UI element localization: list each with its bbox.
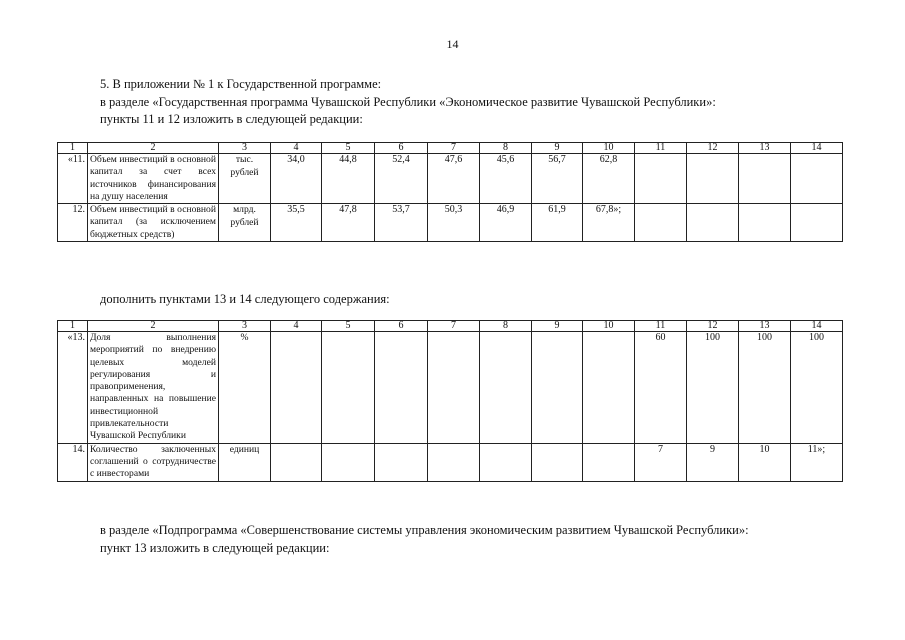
value-cell (687, 204, 739, 242)
value-cell (687, 154, 739, 204)
value-cell: 56,7 (532, 154, 583, 204)
indicator-name: Доля выполнения мероприятий по внедрению целевых моделей регулирования и правоприменения, направленных на повышение инвестиционной привлекательности Чувашской Республики (88, 332, 219, 444)
value-cell (635, 154, 687, 204)
indicator-name: Объем инвестиций в основной капитал (за исключением бюджетных средств) (88, 204, 219, 242)
unit-cell: % (219, 332, 271, 444)
column-header: 6 (375, 143, 428, 154)
table-header-row (58, 321, 843, 332)
column-header: 1 (58, 321, 88, 332)
value-cell: 52,4 (375, 154, 428, 204)
column-header: 14 (791, 143, 843, 154)
intro-line-2: в разделе «Государственная программа Чувашской Республики «Экономическое развитие Чувашской Республики»: (100, 95, 716, 109)
column-header: 12 (687, 321, 739, 332)
column-header: 14 (791, 321, 843, 332)
page-number: 14 (446, 37, 459, 51)
column-header: 10 (583, 143, 635, 154)
column-header: 6 (375, 321, 428, 332)
value-cell: 53,7 (375, 204, 428, 242)
column-header: 3 (219, 321, 271, 332)
table-row (58, 154, 843, 204)
column-header: 1 (58, 143, 88, 154)
value-cell (480, 332, 532, 444)
row-number: 14. (58, 443, 88, 481)
column-header: 2 (88, 321, 219, 332)
column-header: 12 (687, 143, 739, 154)
column-header: 4 (271, 321, 322, 332)
value-cell: 100 (791, 332, 843, 444)
middle-text: дополнить пунктами 13 и 14 следующего содержания: (100, 292, 390, 306)
value-cell (271, 332, 322, 444)
value-cell: 60 (635, 332, 687, 444)
value-cell: 7 (635, 443, 687, 481)
value-cell (271, 443, 322, 481)
value-cell: 62,8 (583, 154, 635, 204)
unit-cell: тыс. рублей (219, 154, 271, 204)
indicator-name: Количество заключенных соглашений о сотрудничестве с инвесторами (88, 443, 219, 481)
column-header: 8 (480, 143, 532, 154)
value-cell: 45,6 (480, 154, 532, 204)
outro-line-2: пункт 13 изложить в следующей редакции: (100, 541, 330, 555)
value-cell (583, 332, 635, 444)
value-cell: 100 (687, 332, 739, 444)
value-cell (375, 332, 428, 444)
intro-line-1: 5. В приложении № 1 к Государственной программе: (100, 77, 382, 91)
value-cell (532, 332, 583, 444)
column-header: 4 (271, 143, 322, 154)
table-row (58, 332, 843, 444)
table-row (58, 204, 843, 242)
value-cell: 46,9 (480, 204, 532, 242)
indicator-name: Объем инвестиций в основной капитал за счет всех источников финансирования на душу населения (88, 154, 219, 204)
column-header: 5 (322, 143, 375, 154)
value-cell (739, 154, 791, 204)
value-cell: 34,0 (271, 154, 322, 204)
value-cell (532, 443, 583, 481)
column-header: 10 (583, 321, 635, 332)
value-cell (635, 204, 687, 242)
column-header: 5 (322, 321, 375, 332)
outro-line-1: в разделе «Подпрограмма «Совершенствование системы управления экономическим развитием Чувашской Республики»: (100, 523, 749, 537)
indicators-table-1 (57, 142, 843, 242)
value-cell (791, 154, 843, 204)
value-cell: 47,8 (322, 204, 375, 242)
column-header: 7 (428, 321, 480, 332)
column-header: 11 (635, 143, 687, 154)
column-header: 11 (635, 321, 687, 332)
value-cell (480, 443, 532, 481)
column-header: 8 (480, 321, 532, 332)
value-cell (322, 443, 375, 481)
value-cell (739, 204, 791, 242)
table-header-row (58, 143, 843, 154)
value-cell: 9 (687, 443, 739, 481)
column-header: 7 (428, 143, 480, 154)
indicators-table-2 (57, 320, 843, 482)
value-cell: 100 (739, 332, 791, 444)
table-row (58, 443, 843, 481)
value-cell: 44,8 (322, 154, 375, 204)
value-cell: 61,9 (532, 204, 583, 242)
value-cell: 47,6 (428, 154, 480, 204)
value-cell: 50,3 (428, 204, 480, 242)
value-cell: 35,5 (271, 204, 322, 242)
row-number: 12. (58, 204, 88, 242)
value-cell (375, 443, 428, 481)
value-cell (583, 443, 635, 481)
value-cell (428, 332, 480, 444)
row-number: «13. (58, 332, 88, 444)
unit-cell: единиц (219, 443, 271, 481)
unit-cell: млрд. рублей (219, 204, 271, 242)
value-cell (428, 443, 480, 481)
value-cell: 67,8»; (583, 204, 635, 242)
column-header: 9 (532, 143, 583, 154)
column-header: 9 (532, 321, 583, 332)
row-number: «11. (58, 154, 88, 204)
value-cell (791, 204, 843, 242)
column-header: 2 (88, 143, 219, 154)
value-cell: 10 (739, 443, 791, 481)
column-header: 13 (739, 321, 791, 332)
value-cell (322, 332, 375, 444)
column-header: 3 (219, 143, 271, 154)
intro-line-3: пункты 11 и 12 изложить в следующей редакции: (100, 112, 363, 126)
column-header: 13 (739, 143, 791, 154)
value-cell: 11»; (791, 443, 843, 481)
